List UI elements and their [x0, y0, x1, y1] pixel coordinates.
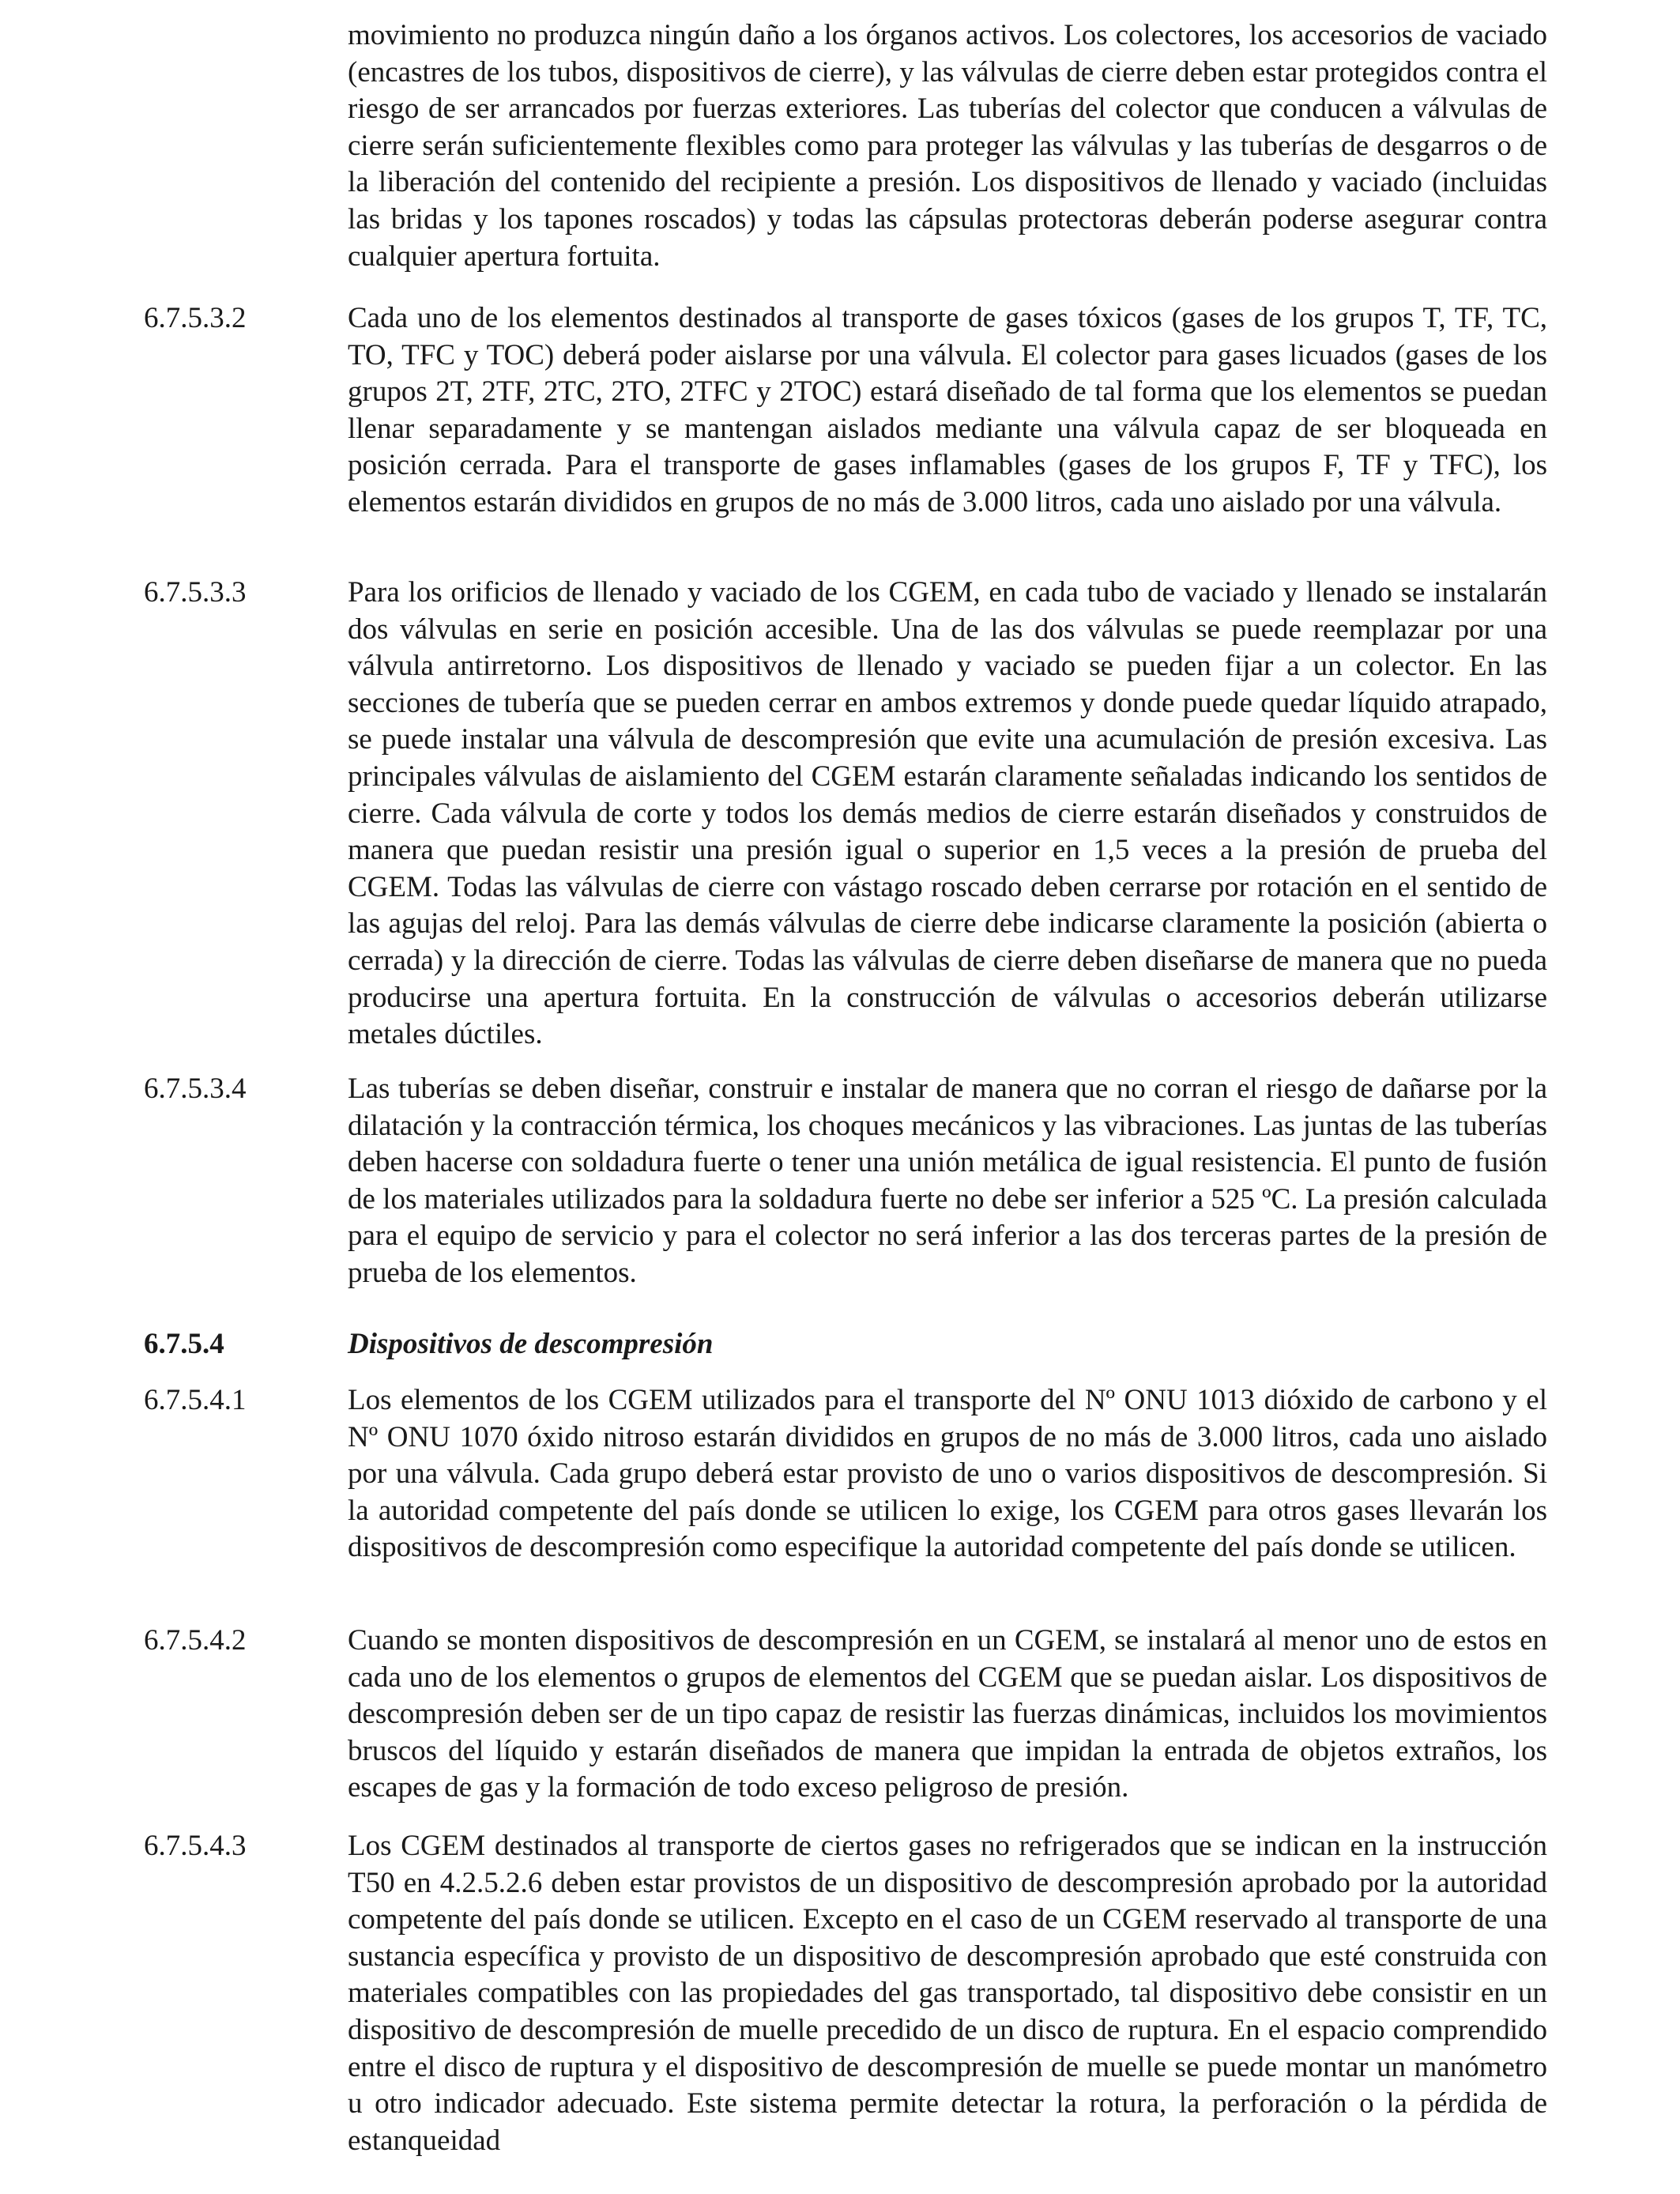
subsection-number: 6.7.5.4.2 — [144, 1624, 247, 1657]
section-paragraph: Cada uno de los elementos destinados al transporte de gases tóxicos (gases de los grupos T, TF, TC, TO, TFC y TOC) deberá poder aislarse por una válvula. El colector para gases licuados (gases de los grupos 2T, 2TF, 2TC, 2TO, 2TFC y 2TOC) estará diseñado de tal forma que los elementos se puedan llenar separadamente y se mantengan aislados mediante una válvula capaz de ser bloqueada en posición cerrada. Para el transporte de gases inflamables (gases de los grupos F, TF y TFC), los elementos estarán divididos en grupos de no más de 3.000 litros, cada uno aislado por una válvula. — [348, 302, 1547, 518]
continuation-paragraph: movimiento no produzca ningún daño a los órganos activos. Los colectores, los accesorios de vaciado (encastres de los tubos, dispositivos de cierre), y las válvulas de cierre deben estar protegidos contra el riesgo de ser arrancados por fuerzas exteriores. Las tuberías del colector que conducen a válvulas de cierre serán suficientemente flexibles como para proteger las válvulas y las tuberías de desgarros o de la liberación del contenido del recipiente a presión. Los dispositivos de llenado y vaciado (incluidas las bridas y los tapones roscados) y todas las cápsulas protectoras deberán poderse asegurar contra cualquier apertura fortuita. — [348, 19, 1547, 273]
section-paragraph: Para los orificios de llenado y vaciado de los CGEM, en cada tubo de vaciado y llenado se instalarán dos válvulas en serie en posición accesible. Una de las dos válvulas se puede reemplazar por una válvula antirretorno. Los dispositivos de llenado y vaciado se pueden fijar a un colector. En las secciones de tubería que se pueden cerrar en ambos extremos y donde puede quedar líquido atrapado, se puede instalar una válvula de descompresión que evite una acumulación de presión excesiva. Las principales válvulas de aislamiento del CGEM estarán claramente señaladas indicando los sentidos de cierre. Cada válvula de corte y todos los demás medios de cierre estarán diseñados y construidos de manera que puedan resistir una presión igual o superior en 1,5 veces a la presión de prueba del CGEM. Todas las válvulas de cierre con vástago roscado deben cerrarse por rotación en el sentido de las agujas del reloj. Para las demás válvulas de cierre debe indicarse claramente la posición (abierta o cerrada) y la dirección de cierre. Todas las válvulas de cierre deben diseñarse de manera que no pueda producirse una apertura fortuita. En la construcción de válvulas o accesorios deberán utilizarse metales dúctiles. — [348, 576, 1547, 1051]
subsection-paragraph: Los CGEM destinados al transporte de ciertos gases no refrigerados que se indican en la instrucción T50 en 4.2.5.2.6 deben estar provistos de un dispositivo de descompresión aprobado por la autoridad competente del país donde se utilicen. Excepto en el caso de un CGEM reservado al transporte de una sustancia específica y provisto de un dispositivo de descompresión aprobado que esté construida con materiales compatibles con las propiedades del gas transportado, tal dispositivo debe consistir en un dispositivo de descompresión de muelle precedido de un disco de ruptura. En el espacio comprendido entre el disco de ruptura y el dispositivo de descompresión de muelle se puede montar un manómetro u otro indicador adecuado. Este sistema permite detectar la rotura, la perforación o la pérdida de estanqueidad — [348, 1830, 1547, 2157]
subsection-paragraph: Cuando se monten dispositivos de descompresión en un CGEM, se instalará al menor uno de estos en cada uno de los elementos o grupos de elementos del CGEM que se puedan aislar. Los dispositivos de descompresión deben ser de un tipo capaz de resistir las fuerzas dinámicas, incluidos los movimientos bruscos del líquido y estarán diseñados de manera que impidan la entrada de objetos extraños, los escapes de gas y la formación de todo exceso peligroso de presión. — [348, 1624, 1547, 1804]
subsection-number: 6.7.5.4.3 — [144, 1830, 247, 1862]
section-number: 6.7.5.3.2 — [144, 302, 247, 334]
heading-number: 6.7.5.4 — [144, 1328, 224, 1360]
section-paragraph: Las tuberías se deben diseñar, construir e instalar de manera que no corran el riesgo de dañarse por la dilatación y la contracción térmica, los choques mecánicos y las vibraciones. Las juntas de las tuberías deben hacerse con soldadura fuerte o tener una unión metálica de igual resistencia. El punto de fusión de los materiales utilizados para la soldadura fuerte no debe ser inferior a 525 ºC. La presión calculada para el equipo de servicio y para el colector no será inferior a las dos terceras partes de la presión de prueba de los elementos. — [348, 1072, 1547, 1289]
subsection-number: 6.7.5.4.1 — [144, 1384, 247, 1416]
subsection-paragraph: Los elementos de los CGEM utilizados para el transporte del Nº ONU 1013 dióxido de carbono y el Nº ONU 1070 óxido nitroso estarán divididos en grupos de no más de 3.000 litros, cada uno aislado por una válvula. Cada grupo deberá estar provisto de uno o varios dispositivos de descompresión. Si la autoridad competente del país donde se utilicen lo exige, los CGEM para otros gases llevarán los dispositivos de descompresión como especifique la autoridad competente del país donde se utilicen. — [348, 1384, 1547, 1564]
section-number: 6.7.5.3.4 — [144, 1072, 247, 1105]
section-number: 6.7.5.3.3 — [144, 576, 247, 609]
heading-title: Dispositivos de descompresión — [348, 1328, 714, 1360]
